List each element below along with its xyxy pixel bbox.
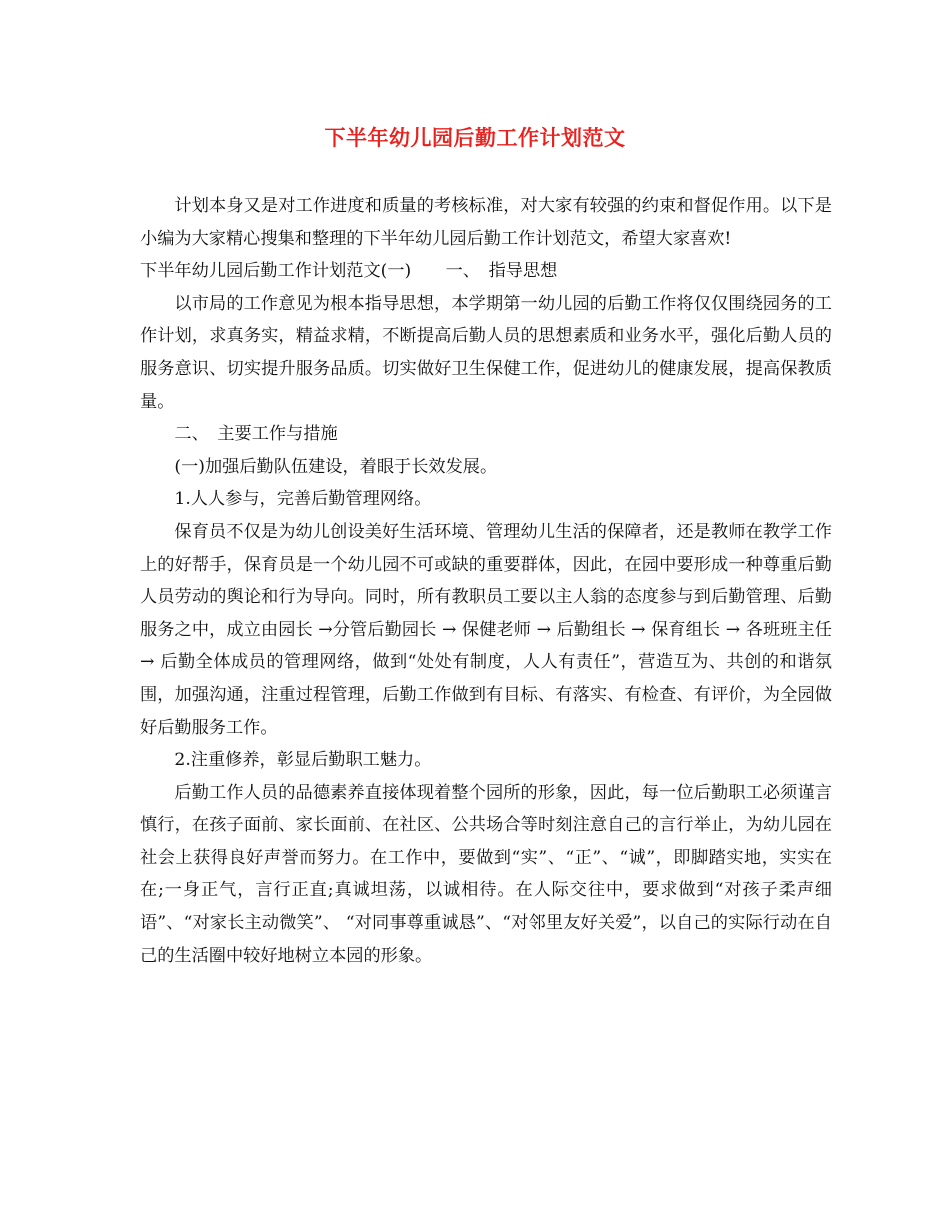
section-heading-line: 下半年幼儿园后勤工作计划范文(一) 一、 指导思想 xyxy=(140,261,558,282)
management-network-paragraph: 保育员不仅是为幼儿创设美好生活环境、管理幼儿生活的保障者，还是教师在教学工作上的好帮手，保育员是一个幼儿园不可或缺的重要群体，因此，在园中要形成一种尊重后勤人员劳动的舆论和行为导向。同时，所有教职员工要以主人翁的态度参与到后勤管理、后勤服务之中，成立由园长 →分管后勤园长 → 保健老师 → 后勤组长 → 保育组长 → 各班班主任 → 后勤全体成员的管理网络，做到“处处有制度，人人有责任”，营造互为、共创的和谐氛围，加强沟通，注重过程管理，后勤工作做到有目标、有落实、有检查、有评价，为全园做好后勤服务工作。 xyxy=(140,521,832,738)
subsection-heading-1: (一)加强后勤队伍建设，着眼于长效发展。 xyxy=(174,456,498,477)
document-body xyxy=(140,190,832,972)
staff-conduct-paragraph: 后勤工作人员的品德素养直接体现着整个园所的形象，因此，每一位后勤职工必须谨言慎行，在孩子面前、家长面前、在社区、公共场合等时刻注意自己的言行举止，为幼儿园在社会上获得良好声誉而努力。在工作中，要做到“实”、“正”、“诚”，即脚踏实地，实实在在;一身正气，言行正直;真诚坦荡，以诚相待。在人际交往中，要求做到“对孩子柔声细语”、“对家长主动微笑”、 “对同事尊重诚恳”、“对邻里友好关爱”，以自己的实际行动在自己的生活圈中较好地树立本园的形象。 xyxy=(140,782,832,966)
item-heading-1: 1.人人参与，完善后勤管理网络。 xyxy=(174,489,432,510)
intro-paragraph: 计划本身又是对工作进度和质量的考核标准，对大家有较强的约束和督促作用。以下是小编为大家精心搜集和整理的下半年幼儿园后勤工作计划范文，希望大家喜欢! xyxy=(140,196,832,249)
main-work-heading: 二、 主要工作与措施 xyxy=(174,424,338,445)
item-heading-2: 2.注重修养，彰显后勤职工魅力。 xyxy=(174,750,432,771)
guiding-thought-paragraph: 以市局的工作意见为根本指导思想，本学期第一幼儿园的后勤工作将仅仅围绕园务的工作计划，求真务实，精益求精，不断提高后勤人员的思想素质和业务水平，强化后勤人员的服务意识、切实提升服务品质。切实做好卫生保健工作，促进幼儿的健康发展，提高保教质量。 xyxy=(140,293,832,412)
document-title: 下半年幼儿园后勤工作计划范文 xyxy=(324,125,626,150)
